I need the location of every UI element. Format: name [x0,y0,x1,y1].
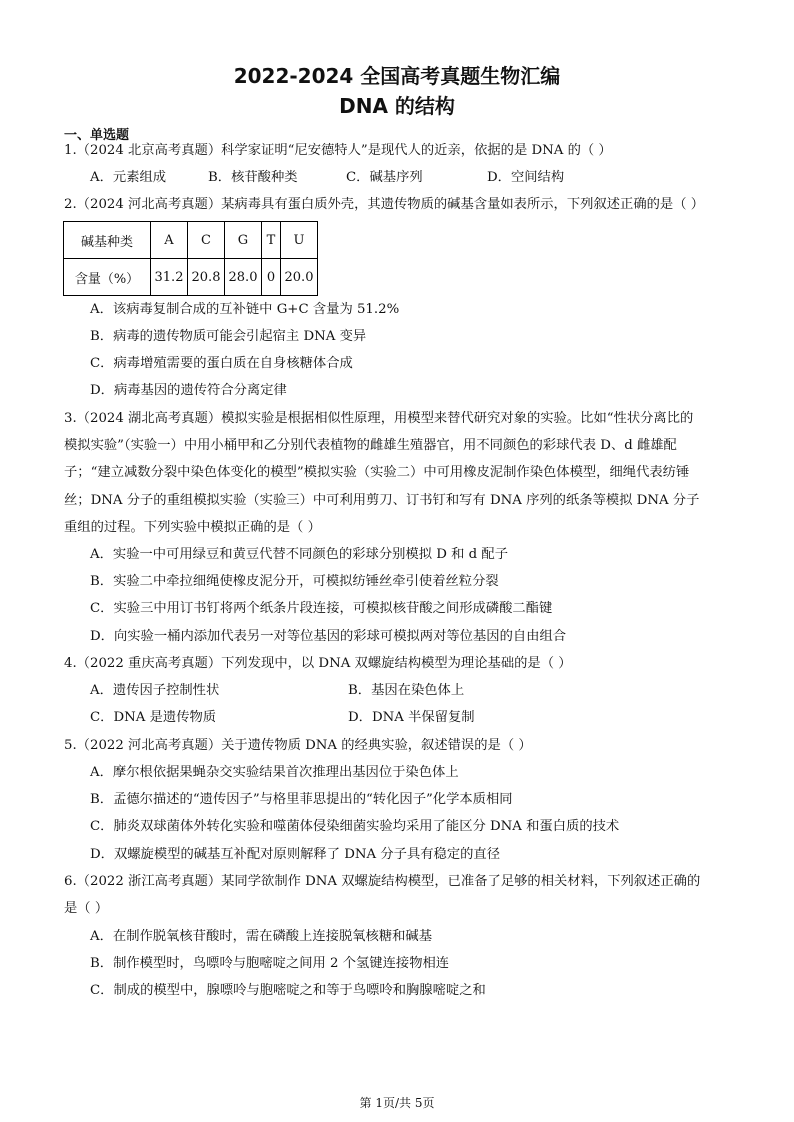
question-3-stem-line-1: 3.（2024 湖北高考真题）模拟实验是根据相似性原理，用模型来替代研究对象的实验。比如“性状分离比的 [64,411,694,426]
base-content-table [63,221,318,296]
question-2-option-b: B．病毒的遗传物质可能会引起宿主 DNA 变异 [90,329,367,344]
question-6-option-b: B．制作模型时，鸟嘌呤与胞嘧啶之间用 2 个氢键连接物相连 [90,956,450,971]
table-cell: 20.0 [281,259,318,296]
table-cell: C [188,222,225,259]
table-cell: 0 [262,259,281,296]
question-1-option-b: B．核苷酸种类 [208,170,298,185]
table-cell: 碱基种类 [64,222,151,259]
page-number: 第 1页/共 5页 [359,1096,435,1110]
question-6-stem-line-1: 6.（2022 浙江高考真题）某同学欲制作 DNA 双螺旋结构模型，已准备了足够的相关材料，下列叙述正确的 [64,874,701,889]
question-1-option-a: A．元素组成 [90,170,167,185]
question-3-stem-line-4: 丝；DNA 分子的重组模拟实验（实验三）中可利用剪刀、订书钉和写有 DNA 序列的纸条等模拟 DNA 分子 [64,493,700,508]
question-3-stem-line-2: 模拟实验”（实验一）中用小桶甲和乙分别代表植物的雌雄生殖器官，用不同颜色的彩球代表 D、d 雌雄配 [64,438,677,453]
question-6-option-c: C．制成的模型中，腺嘌呤与胞嘧啶之和等于鸟嘌呤和胸腺嘧啶之和 [90,983,486,998]
table-cell: 28.0 [225,259,262,296]
question-3-stem-line-3: 子；“建立减数分裂中染色体变化的模型”模拟实验（实验二）中可用橡皮泥制作染色体模型，细绳代表纺锤 [64,465,690,480]
question-1-stem: 1.（2024 北京高考真题）科学家证明“尼安德特人”是现代人的近亲，依据的是 DNA 的（ ） [64,143,612,158]
question-4-option-b: B．基因在染色体上 [348,683,465,698]
question-2-option-d: D．病毒基因的遗传符合分离定律 [90,383,287,398]
question-5-option-c: C．肺炎双球菌体外转化实验和噬菌体侵染细菌实验均采用了能区分 DNA 和蛋白质的技术 [90,819,620,834]
table-cell: G [225,222,262,259]
question-2-stem: 2.（2024 河北高考真题）某病毒具有蛋白质外壳，其遗传物质的碱基含量如表所示，下列叙述正确的是（ ） [64,197,705,212]
question-4-stem: 4.（2022 重庆高考真题）下列发现中，以 DNA 双螺旋结构模型为理论基础的是（ ） [64,656,572,671]
question-5-option-b: B．孟德尔描述的“遗传因子”与格里菲思提出的“转化因子”化学本质相同 [90,792,513,807]
question-4-option-a: A．遗传因子控制性状 [90,683,220,698]
question-2-option-c: C．病毒增殖需要的蛋白质在自身核糖体合成 [90,356,353,371]
table-cell: A [151,222,188,259]
document-subtitle: DNA 的结构 [339,94,455,118]
table-row [64,222,318,259]
question-1-option-d: D．空间结构 [487,170,565,185]
table-cell: U [281,222,318,259]
question-1-option-c: C．碱基序列 [346,170,423,185]
question-6-option-a: A．在制作脱氧核苷酸时，需在磷酸上连接脱氧核糖和碱基 [90,929,433,944]
table-cell: 31.2 [151,259,188,296]
question-4-option-d: D．DNA 半保留复制 [348,710,475,725]
table-cell: 20.8 [188,259,225,296]
question-2-option-a: A．该病毒复制合成的互补链中 G+C 含量为 51.2% [90,302,400,317]
question-5-stem: 5.（2022 河北高考真题）关于遗传物质 DNA 的经典实验，叙述错误的是（ ） [64,738,532,753]
question-5-option-a: A．摩尔根依据果蝇杂交实验结果首次推理出基因位于染色体上 [90,765,459,780]
section-heading: 一、单选题 [64,128,130,143]
table-cell: 含量（%） [64,259,151,296]
question-3-stem-line-5: 重组的过程。下列实验中模拟正确的是（ ） [64,520,321,535]
question-3-option-a: A．实验一中可用绿豆和黄豆代替不同颜色的彩球分别模拟 D 和 d 配子 [90,547,508,562]
question-5-option-d: D．双螺旋模型的碱基互补配对原则解释了 DNA 分子具有稳定的直径 [90,847,501,862]
question-3-option-c: C．实验三中用订书钉将两个纸条片段连接，可模拟核苷酸之间形成磷酸二酯键 [90,601,553,616]
table-row [64,259,318,296]
question-3-option-d: D．向实验一桶内添加代表另一对等位基因的彩球可模拟两对等位基因的自由组合 [90,629,567,644]
document-title: 2022-2024 全国高考真题生物汇编 [233,64,561,88]
question-6-stem-line-2: 是（ ） [64,901,109,916]
table-cell: T [262,222,281,259]
question-3-option-b: B．实验二中牵拉细绳使橡皮泥分开，可模拟纺锤丝牵引使着丝粒分裂 [90,574,499,589]
question-4-option-c: C．DNA 是遗传物质 [90,710,217,725]
